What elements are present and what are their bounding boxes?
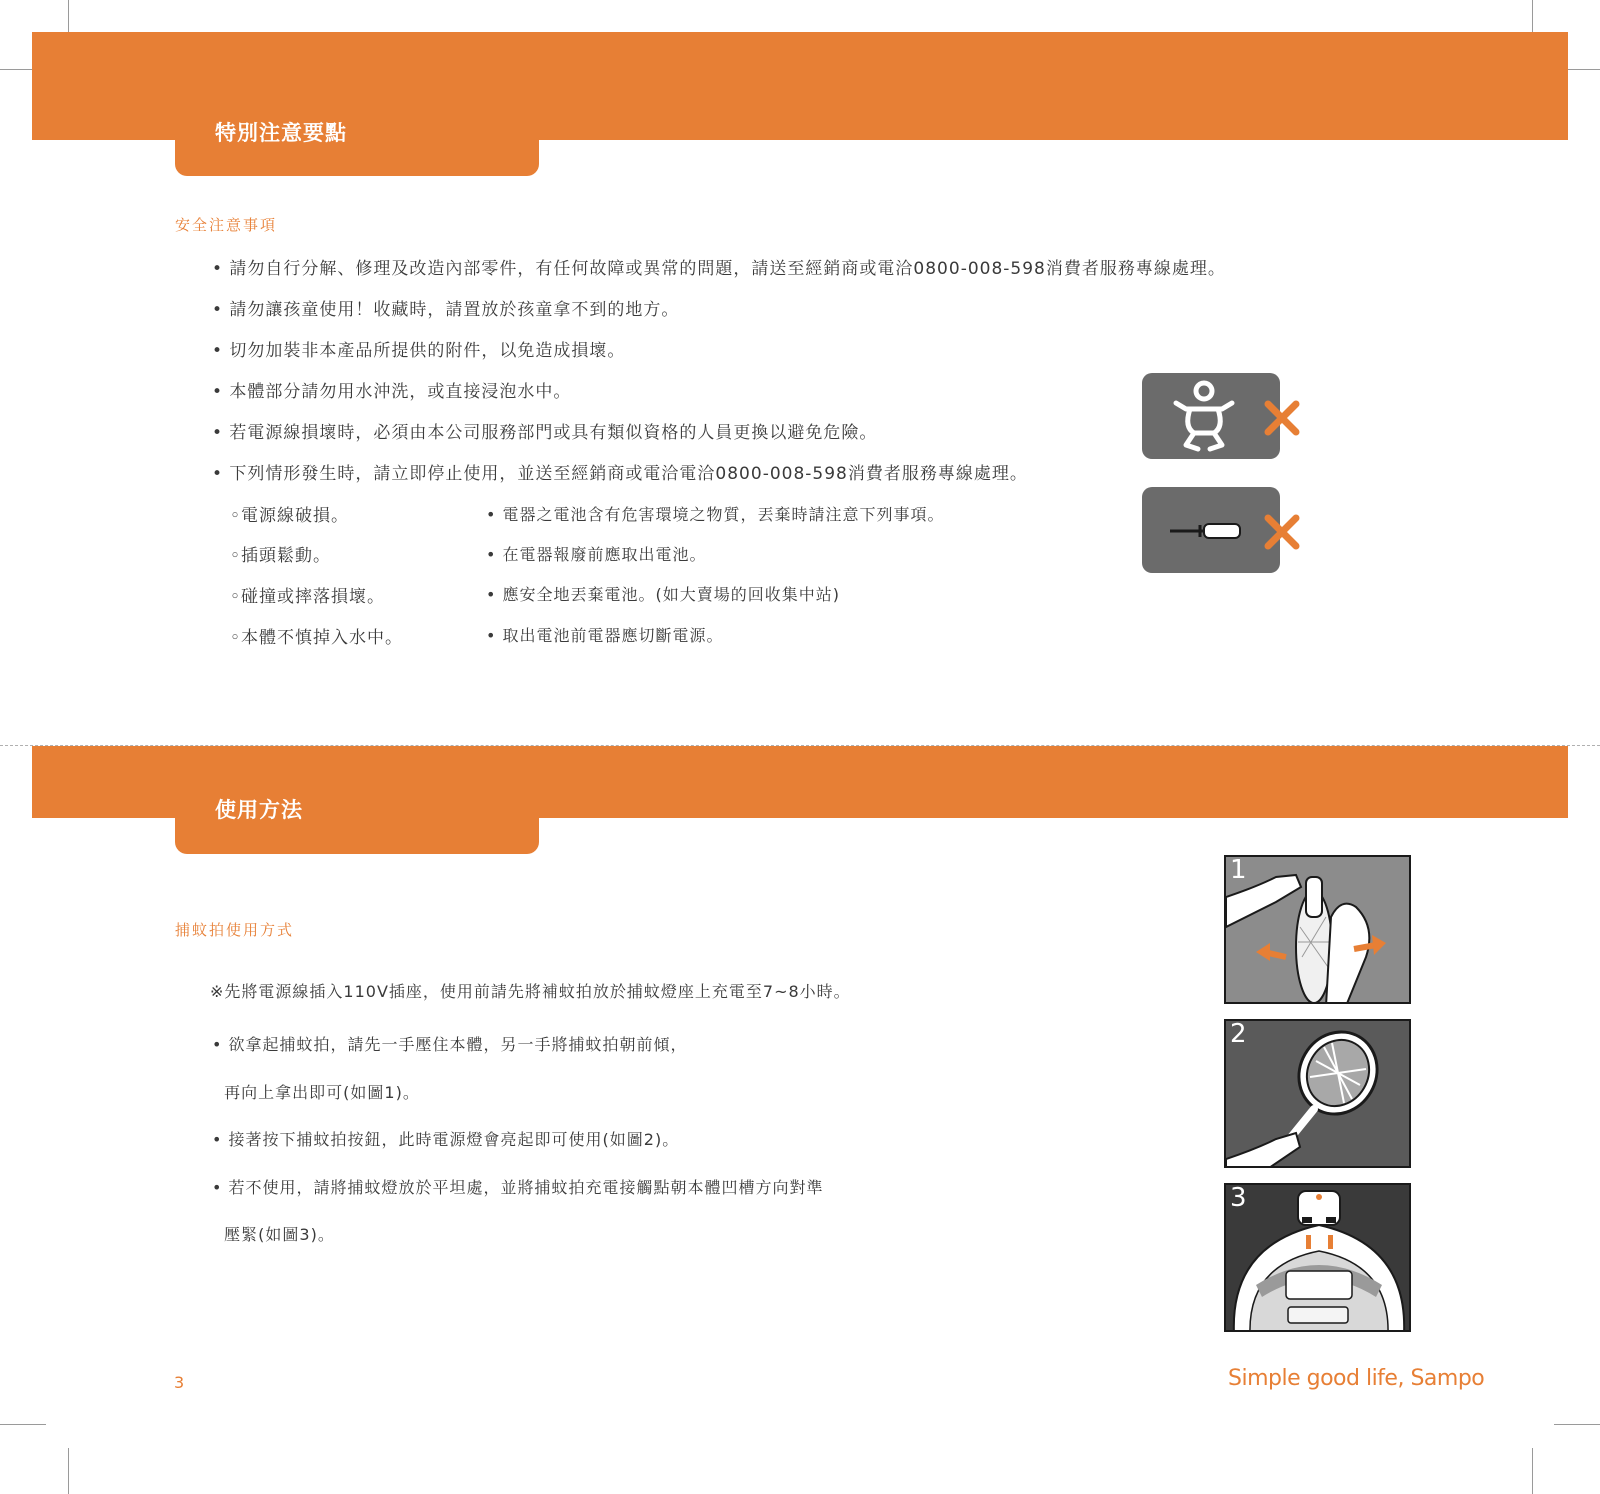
prohibited-x-icon [1262, 512, 1302, 552]
safety-bullet: • 請勿讓孩童使用！收藏時，請置放於孩童拿不到的地方。 [212, 300, 680, 320]
section2-subtitle: 捕蚊拍使用方式 [175, 921, 295, 939]
safety-bullet: • 切勿加裝非本產品所提供的附件，以免造成損壞。 [212, 341, 626, 361]
figure-number: 3 [1230, 1183, 1247, 1213]
crop-mark [0, 1424, 46, 1425]
section1-title: 特別注意要點 [215, 121, 347, 145]
no-plug-accessory-icon [1142, 487, 1280, 573]
prohibited-x-icon [1262, 398, 1302, 438]
section1-subtitle: 安全注意事項 [175, 216, 278, 234]
page-number: 3 [174, 1373, 185, 1392]
section2-title: 使用方法 [215, 798, 303, 822]
figure-number: 1 [1230, 855, 1247, 885]
figure-3 [1224, 1183, 1411, 1332]
usage-instruction: 再向上拿出即可(如圖1)。 [212, 1083, 420, 1102]
usage-instruction: 壓緊(如圖3)。 [212, 1225, 335, 1244]
usage-instruction: • 欲拿起捕蚊拍，請先一手壓住本體，另一手將捕蚊拍朝前傾， [212, 1035, 688, 1054]
safety-bullet: • 本體部分請勿用水沖洗，或直接浸泡水中。 [212, 382, 572, 402]
safety-bullet: • 請勿自行分解、修理及改造內部零件，有任何故障或異常的問題，請送至經銷商或電洽0800-008-598消費者服務專線處理。 [212, 259, 1226, 279]
brand-slogan: Simple good life, Sampo [1228, 1366, 1485, 1391]
battery-note: • 電器之電池含有危害環境之物質，丟棄時請注意下列事項。 [486, 505, 945, 524]
safety-bullet: • 若電源線損壞時，必須由本公司服務部門或具有類似資格的人員更換以避免危險。 [212, 423, 878, 443]
stop-condition: ◦本體不慎掉入水中。 [230, 628, 404, 648]
usage-instruction: ※先將電源線插入110V插座，使用前請先將補蚊拍放於捕蚊燈座上充電至7~8小時。 [210, 982, 851, 1001]
stop-condition: ◦電源線破損。 [230, 506, 350, 526]
crop-mark [1532, 1448, 1533, 1494]
usage-instruction: • 接著按下捕蚊拍按鈕，此時電源燈會亮起即可使用(如圖2)。 [212, 1130, 680, 1149]
crop-mark [68, 1448, 69, 1494]
stop-condition: ◦插頭鬆動。 [230, 546, 332, 566]
usage-instruction: • 若不使用，請將捕蚊燈放於平坦處，並將捕蚊拍充電接觸點朝本體凹槽方向對準 [212, 1178, 824, 1197]
battery-note: • 在電器報廢前應取出電池。 [486, 545, 707, 564]
figure-number: 2 [1230, 1019, 1247, 1049]
no-children-icon [1142, 373, 1280, 459]
figure-1 [1224, 855, 1411, 1004]
figure-2 [1224, 1019, 1411, 1168]
safety-bullet: • 下列情形發生時，請立即停止使用，並送至經銷商或電洽電洽0800-008-598消費者服務專線處理。 [212, 464, 1028, 484]
crop-mark [1554, 1424, 1600, 1425]
battery-note: • 應安全地丟棄電池。(如大賣場的回收集中站) [486, 585, 841, 604]
battery-note: • 取出電池前電器應切斷電源。 [486, 626, 724, 645]
stop-condition: ◦碰撞或摔落損壞。 [230, 587, 386, 607]
